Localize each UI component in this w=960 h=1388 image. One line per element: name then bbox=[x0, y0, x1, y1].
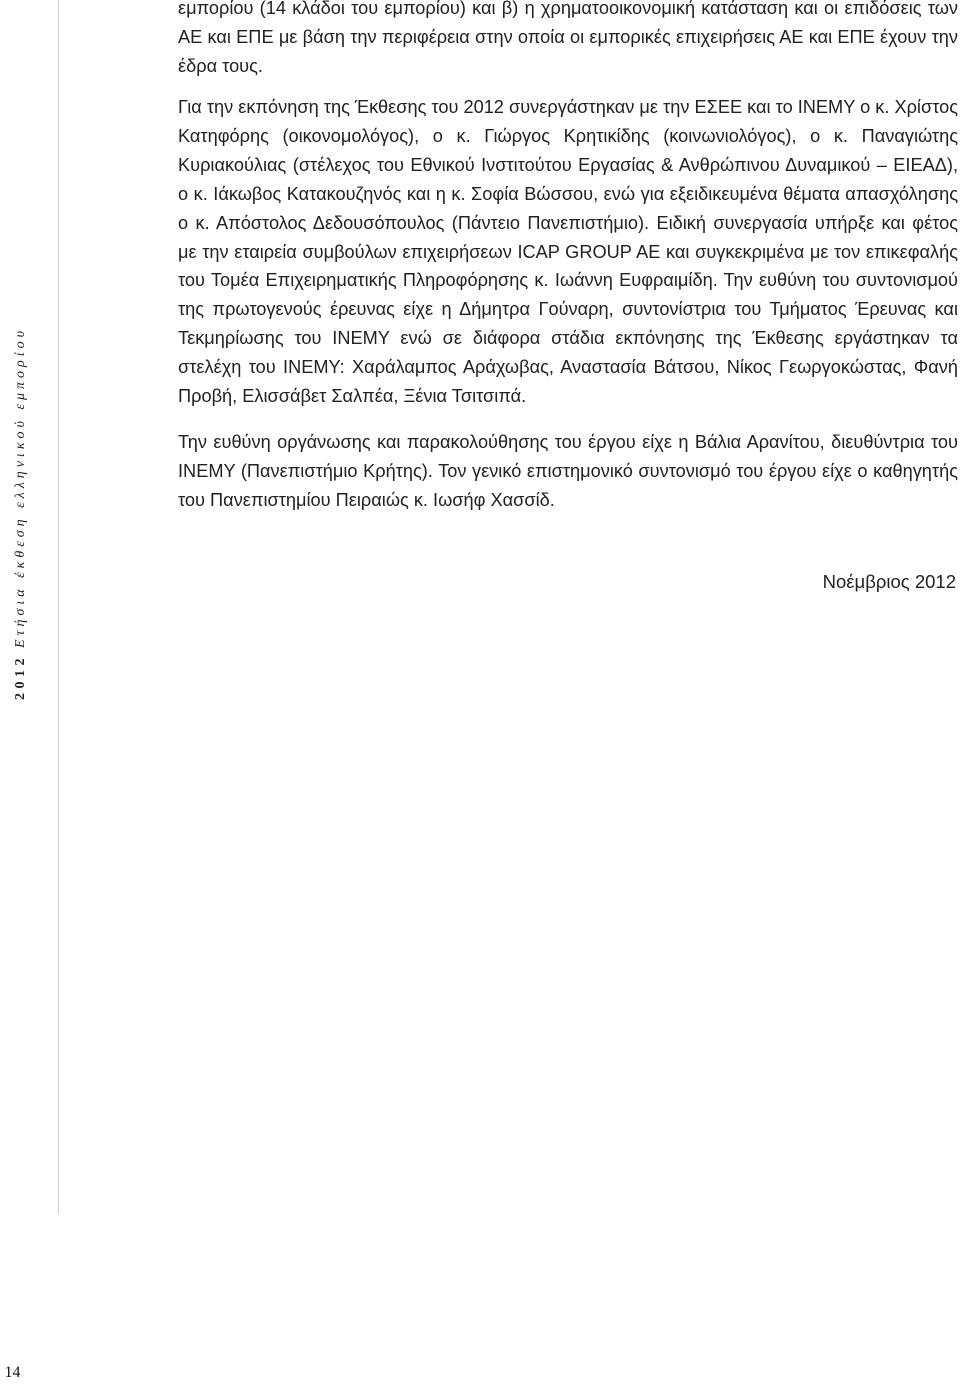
paragraph-1: εμπορίου (14 κλάδοι του εμπορίου) και β) η χρηματοοικονομική κατάσταση και οι επιδόσεις των ΑΕ και ΕΠΕ με βάση την περιφέρεια στην οποία οι εμπορικές επιχειρήσεις ΑΕ και ΕΠΕ έχουν την έδρα τους. bbox=[178, 0, 958, 76]
paragraph-3: Την ευθύνη οργάνωσης και παρακολούθησης του έργου είχε η Βάλια Αρανίτου, διευθύντρια του ΙΝΕΜΥ (Πανεπιστήμιο Κρήτης). Τον γενικό επιστημονικό συντονισμό του έργου είχε ο καθηγητής του Πανεπιστημίου Πειραιώς κ. Ιωσήφ Χασσίδ. bbox=[178, 432, 958, 510]
sidebar-running-title bbox=[13, 327, 29, 700]
sidebar-year: 2012 bbox=[13, 654, 28, 700]
sidebar-title: Ετήσια έκθεση ελληνικού εμπορίου bbox=[13, 326, 28, 648]
signature-date: Νοέμβριος 2012 bbox=[822, 571, 956, 592]
page-number: 14 bbox=[4, 1364, 21, 1381]
paragraph-2: Για την εκπόνηση της Έκθεσης του 2012 συνεργάστηκαν με την ΕΣΕΕ και το ΙΝΕΜΥ ο κ. Χρίστος Κατηφόρης (οικονομολόγος), ο κ. Γιώργος Κρητικίδης (κοινωνιολόγος), ο κ. Παναγιώτης Κυριακούλιας (στέλεχος του Εθνικού Ινστιτούτου Εργασίας & Ανθρώπινου Δυναμικού – ΕΙΕΑΔ), ο κ. Ιάκωβος Κατακουζηνός και η κ. Σοφία Βώσσου, ενώ για εξειδικευμένα θέματα απασχόλησης ο κ. Απόστολος Δεδουσόπουλος (Πάντειο Πανεπιστήμιο). Ειδική συνεργασία υπήρξε και φέτος με την εταιρεία συμβούλων επιχειρήσεων ICAP GROUP AE και συγκεκριμένα με τον επικεφαλής του Τομέα Επιχειρηματικής Πληροφόρησης κ. Ιωάννη Ευφραιμίδη. Την ευθύνη του συντονισμού της πρωτογενούς έρευνας είχε η Δήμητρα Γούναρη, συντονίστρια του Τμήματος Έρευνας και Τεκμηρίωσης του ΙΝΕΜΥ ενώ σε διάφορα στάδια εκπόνησης της Έκθεσης εργάστηκαν τα στελέχη του ΙΝΕΜΥ: Χαράλαμπος Αράχωβας, Αναστασία Βάτσου, Νίκος Γεωργοκώστας, Φανή Προβή, Ελισσάβετ Σαλπέα, Ξένια Τσιτσιπά. bbox=[178, 97, 958, 407]
sidebar-rule bbox=[58, 0, 59, 1214]
